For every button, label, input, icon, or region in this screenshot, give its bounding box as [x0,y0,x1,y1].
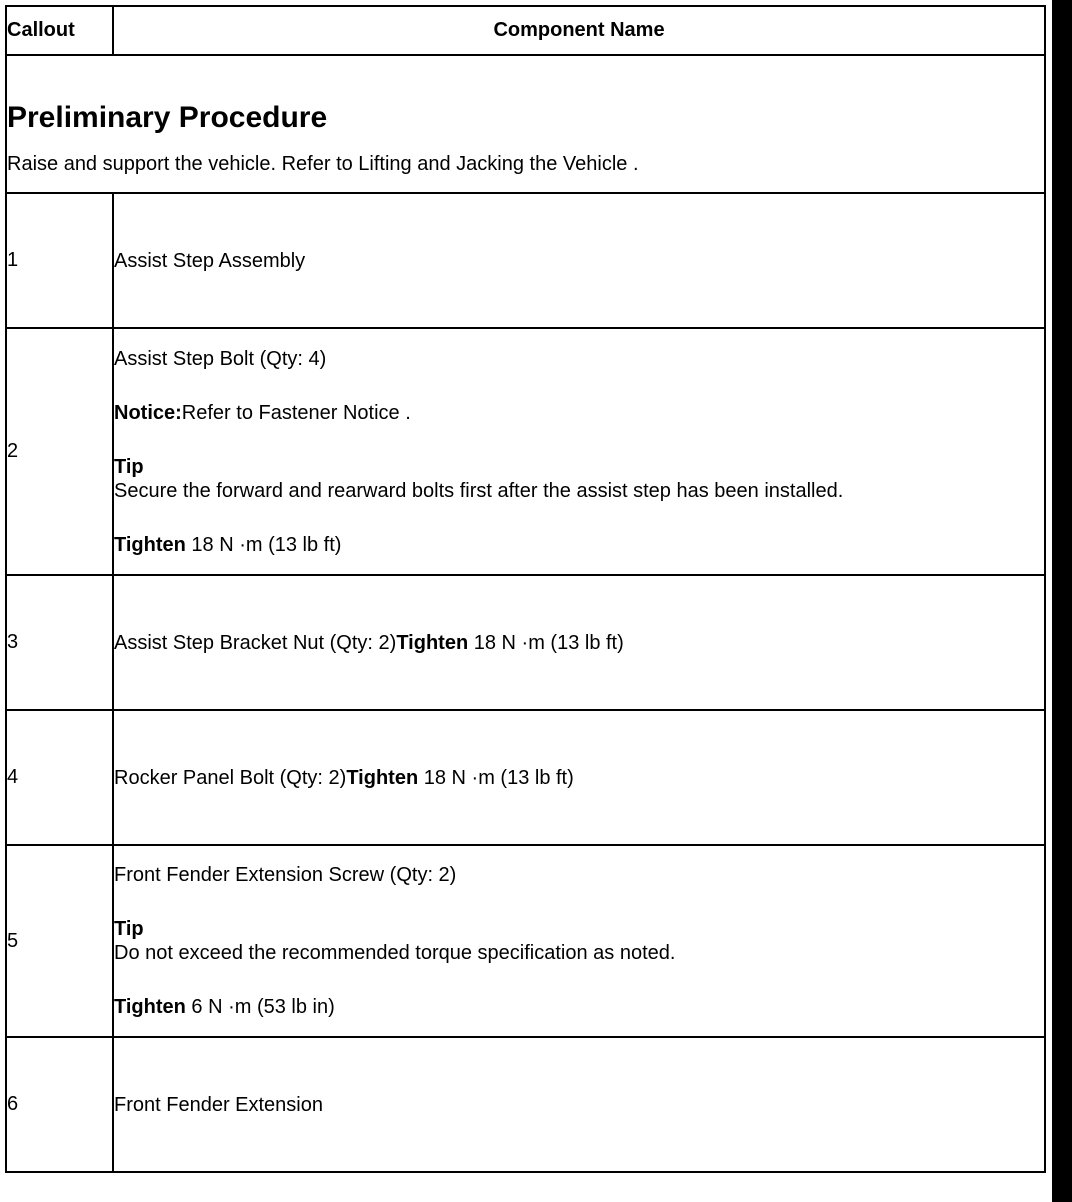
component-name: Front Fender Extension Screw (Qty: 2) [114,864,457,886]
tip-label: Tip [114,918,144,940]
component-name: Front Fender Extension [114,1093,323,1116]
tighten-value: 18 N ·m (13 lb ft) [418,766,574,789]
component-name-header: Component Name [113,6,1045,55]
callout-number: 1 [6,193,113,328]
table-row [6,1037,1045,1172]
preliminary-cell [6,55,1045,193]
tighten-label: Tighten [346,766,419,789]
component-cell [113,845,1045,1037]
procedure-table [5,5,1046,1173]
tighten-value: 18 N ·m (13 lb ft) [468,631,624,654]
component-cell [113,575,1045,710]
component-cell [113,193,1045,328]
component-name: Assist Step Bracket Nut (Qty: 2) [114,631,397,654]
notice-label: Notice: [114,401,182,424]
notice-line [114,401,1044,425]
tip-text: Secure the forward and rearward bolts first after the assist step has been installed. [114,479,844,502]
tighten-value: 18 N ·m (13 lb ft) [185,533,342,556]
table-row [6,575,1045,710]
tip-text: Do not exceed the recommended torque specification as noted. [114,942,676,964]
callout-number: 6 [6,1037,113,1172]
component-name: Assist Step Bolt (Qty: 4) [114,347,327,370]
right-edge-bar [1052,0,1072,1202]
table-row [6,845,1045,1037]
component-cell [113,710,1045,845]
preliminary-text: Raise and support the vehicle. Refer to Lifting and Jacking the Vehicle . [7,152,639,175]
table-row [6,328,1045,575]
callout-number: 4 [6,710,113,845]
header-row [6,6,1045,55]
component-cell [113,1037,1045,1172]
tighten-line [114,533,1044,557]
notice-text: Refer to Fastener Notice . [181,401,411,424]
table-row [6,710,1045,845]
tip-label: Tip [114,455,144,478]
callout-number: 5 [6,845,113,1037]
tighten-value: 6 N ·m (53 lb in) [185,996,335,1018]
table-row [6,193,1045,328]
component-cell [113,328,1045,575]
component-line [114,766,1044,790]
preliminary-title: Preliminary Procedure [7,100,328,134]
tighten-label: Tighten [396,631,469,654]
tighten-label: Tighten [114,996,186,1018]
component-name: Rocker Panel Bolt (Qty: 2) [114,766,347,789]
callout-number: 3 [6,575,113,710]
tighten-line [114,995,1044,1019]
callout-number: 2 [6,328,113,575]
component-line [114,631,1044,655]
component-name: Assist Step Assembly [114,249,306,272]
callout-header: Callout [6,6,113,55]
tighten-label: Tighten [114,533,186,556]
preliminary-row [6,55,1045,193]
